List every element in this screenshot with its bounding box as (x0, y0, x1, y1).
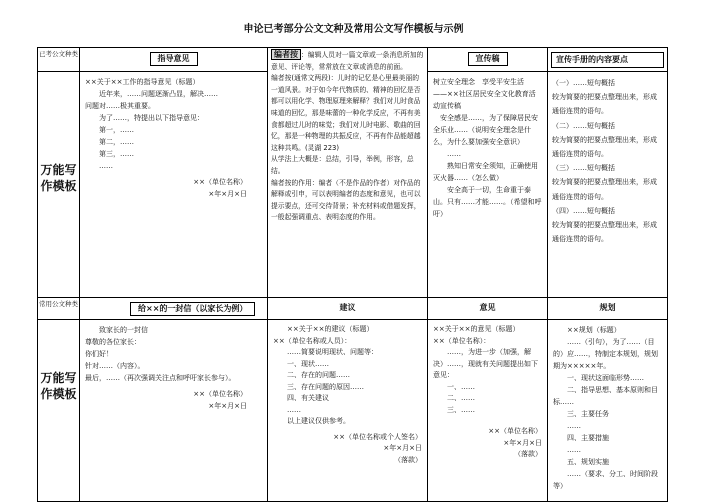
suggestion-signature: ××（单位名称或个人签名） ×年×月×日 （落款） (333, 432, 422, 464)
editor-note-intro: ：编辑人员对一篇文章或一条消息所加的意见、评论等，常常放在文章或消息的前面。 (271, 51, 424, 71)
upper-big-label: 万能写作模板 (38, 72, 80, 298)
opinion-signature: ××（单位名称） ×年×月×日 （落款） (488, 427, 542, 458)
document-title: 申论已考部分公文文种及常用公文写作模板与示例 (243, 24, 464, 35)
upper-header-publicity-label: 宣传稿 (468, 52, 508, 66)
editor-note-body: 编者按(通常文两段)：儿时的记忆是心里最美丽的一道风景。对于如今年代物质的、精神的回忆是否都可以用化学、物理原理来解释？我们对儿时食品味道的回忆，那是味蕾的一种化学反应，不再有美食都超过儿时的味觉；我们对儿时电影、歌曲的回忆，那是一种物理的共振反应，不再有作品能超越这种共鸣。(灵湖 223) 从学法上大概是：总结，引导，举例，形容，总结。 编者按的作用：编者（不是作品的作者）对作品的解释或引申，可以表明编者的态度和意见，也可以提示要点，还可交待背景；补充材料或借题发挥，一般起强调重点、表明态度的作用。 (271, 74, 421, 222)
guidance-signature: ××（单位名称） ×年×月×日 (193, 178, 247, 198)
lower-header-plan: 规划 (548, 298, 668, 320)
guidance-body: ××关于××工作的指导意见（标题） 近年来，……问题逐渐凸显，解决…… 问题对……极其重要。 为了……，特提出以下指导意见： 第一，…… 第二，…… 第三，…… …… (85, 78, 218, 170)
upper-header-handbook-label: 宣传手册的内容要点 (551, 52, 664, 68)
lower-header-letter (80, 298, 268, 320)
lower-header-suggestion: 建议 (268, 298, 428, 320)
upper-header-handbook (548, 48, 668, 72)
letter-body: 致家长的一封信 尊敬的各位家长： 你们好！ 针对……（内容）。 最后，……（再次强调关注点和呼吁家长参与）。 (85, 326, 236, 382)
opinion-body: ××关于××的意见（标题） ××（单位名称）： ……，为进一步（加强，解决）……，现就有关问题提出如下意见： 一、…… 二、…… 三、…… (433, 325, 538, 414)
editor-note-cell (268, 48, 428, 298)
upper-header-guidance (80, 48, 268, 72)
upper-guidance-template (80, 72, 268, 298)
suggestion-body: ××关于××的建议（标题） ××（单位名称或人员）： ……简要说明现状、问题等： 一、现状…… 二、存在的问题…… 三、存在问题的原因…… 四、有关建议 …… 以上建议仅供参考。 (273, 325, 378, 425)
plan-body: ××规划（标题） ……（引句），为了……（目的）应……，特制定本规划，规划期为×××××年。 一、现状这面临形势…… 二、指导思想、基本原则和目标…… 三、主要任务 …… 四、主要措施 …… 五、规划实施 ……（要求、分工、时间阶段等） (553, 326, 658, 490)
upper-side-label: 已考公文种类 (38, 48, 80, 72)
upper-header-publicity (428, 48, 548, 72)
lower-letter-template (80, 320, 268, 502)
upper-header-guidance-label: 指导意见 (150, 52, 198, 66)
lower-suggestion-template (268, 320, 428, 502)
upper-publicity-template (428, 72, 548, 298)
upper-handbook-template (548, 72, 668, 298)
lower-plan-template (548, 320, 668, 502)
lower-side-label: 常用公文种类 (38, 298, 80, 320)
lower-header-letter-label: 给××的一封信（以家长为例） (130, 302, 255, 316)
handbook-body: （一）……短句概括 较为简要的把要点整理出来，形成通俗连贯的语句。 （二）……短句概括 较为简要的把要点整理出来，形成通俗连贯的语句。 （三）……短句概括 较为简要的把要点整理出来，形成通俗连贯的语句。 （四）……短句概括 较为简要的把要点整理出来，形成通俗连贯的语句。 (552, 79, 657, 244)
lower-header-opinion: 意见 (428, 298, 548, 320)
publicity-body: 树立安全理念 享受平安生活 ——××社区居民安全文化教育活动宣传稿 安全感是……，为了保障居民安全乐业……（说明安全理念是什么，为什么要加强安全意识） …… 熟知日常安全须知，正确使用灭火器……（怎么做） 安全高于一切，生命重于泰山。只有……才能……。（希望和呼吁） (433, 78, 542, 218)
lower-opinion-template (428, 320, 548, 502)
upper-header-editor-note: 编者按 (271, 49, 301, 60)
letter-signature: ××（单位名称） ×年×月×日 (193, 390, 247, 410)
template-table (37, 47, 668, 502)
lower-big-label: 万能写作模板 (38, 320, 80, 502)
